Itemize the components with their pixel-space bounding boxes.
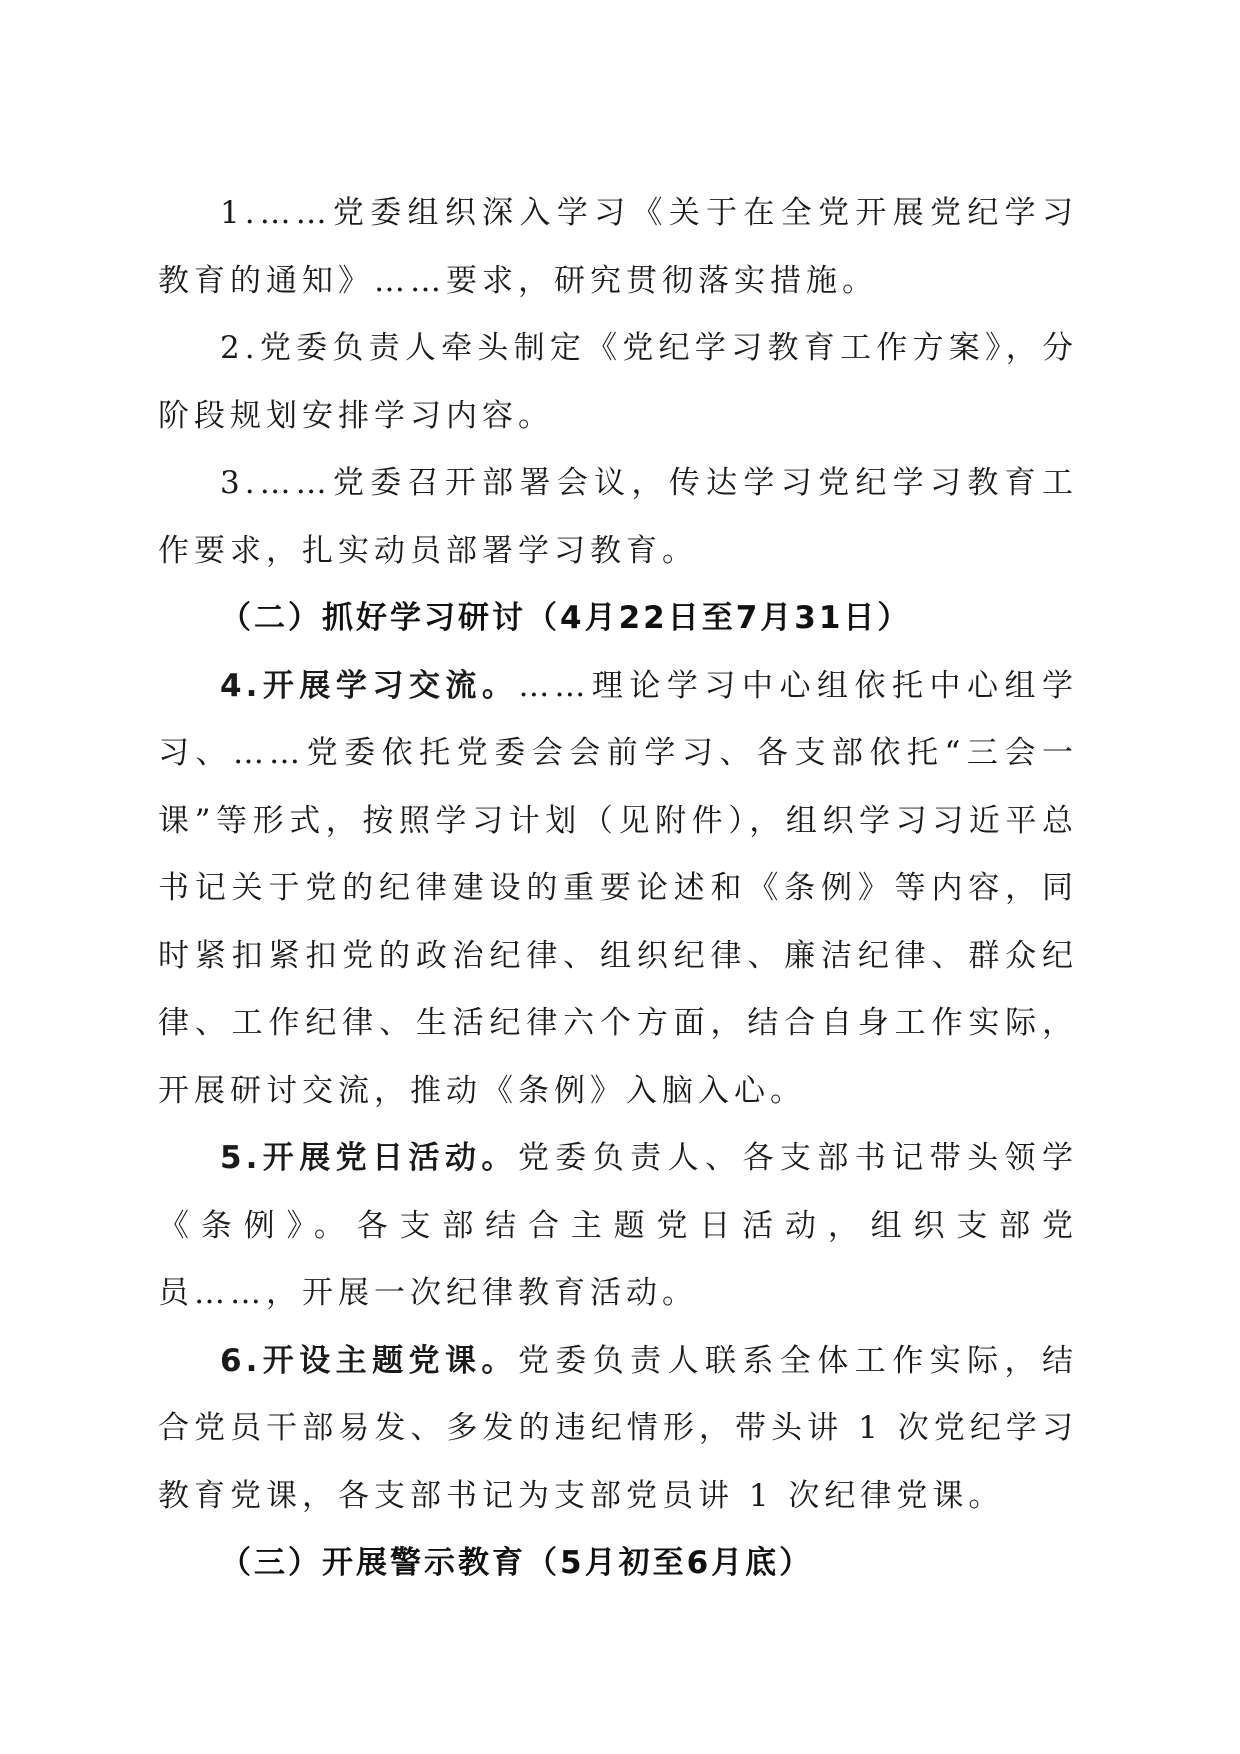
paragraph-item-1: 1.……党委组织深入学习《关于在全党开展党纪学习教育的通知》……要求，研究贯彻落实措施。 [158,195,1078,299]
section-heading-warning-education: （三）开展警示教育（5月初至6月底） [220,1545,814,1581]
paragraph-item-3: 3.……党委召开部署会议，传达学习党纪学习教育工作要求，扎实动员部署学习教育。 [158,465,1078,569]
paragraph-body: ……理论学习中心组依托中心组学习、……党委依托党委会会前学习、各支部依托“三会一课”等形式，按照学习计划（见附件），组织学习习近平总书记关于党的纪律建设的重要论述和《条例》等内容，同时紧扣紧扣党的政治纪律、组织纪律、廉洁纪律、群众纪律、工作纪律、生活纪律六个方面，结合自身工作实际，开展研讨交流，推动《条例》入脑入心。 [158,667,1078,1109]
paragraph-item-2: 2.党委负责人牵头制定《党纪学习教育工作方案》，分阶段规划安排学习内容。 [158,330,1078,434]
paragraph-item-6 [158,1328,1078,1531]
paragraph-item-5 [158,1125,1078,1328]
paragraph-lead: 6.开设主题党课。 [220,1342,518,1379]
paragraph-body: 党委负责人联系全体工作实际，结合党员干部易发、多发的违纪情形，带头讲 1 次党纪学习教育党课，各支部书记为支部党员讲 1 次纪律党课。 [158,1342,1078,1514]
paragraph-item-4 [158,653,1078,1126]
paragraph-lead: 5.开展党日活动。 [220,1140,518,1176]
document-body [158,180,1078,1598]
section-heading-study-discussion: （二）抓好学习研讨（4月22日至7月31日） [220,600,912,636]
paragraph-body: 党委负责人、各支部书记带头领学《条例》。各支部结合主题党日活动，组织支部党员……，开展一次纪律教育活动。 [158,1140,1078,1311]
paragraph-lead: 4.开展学习交流。 [220,667,519,704]
